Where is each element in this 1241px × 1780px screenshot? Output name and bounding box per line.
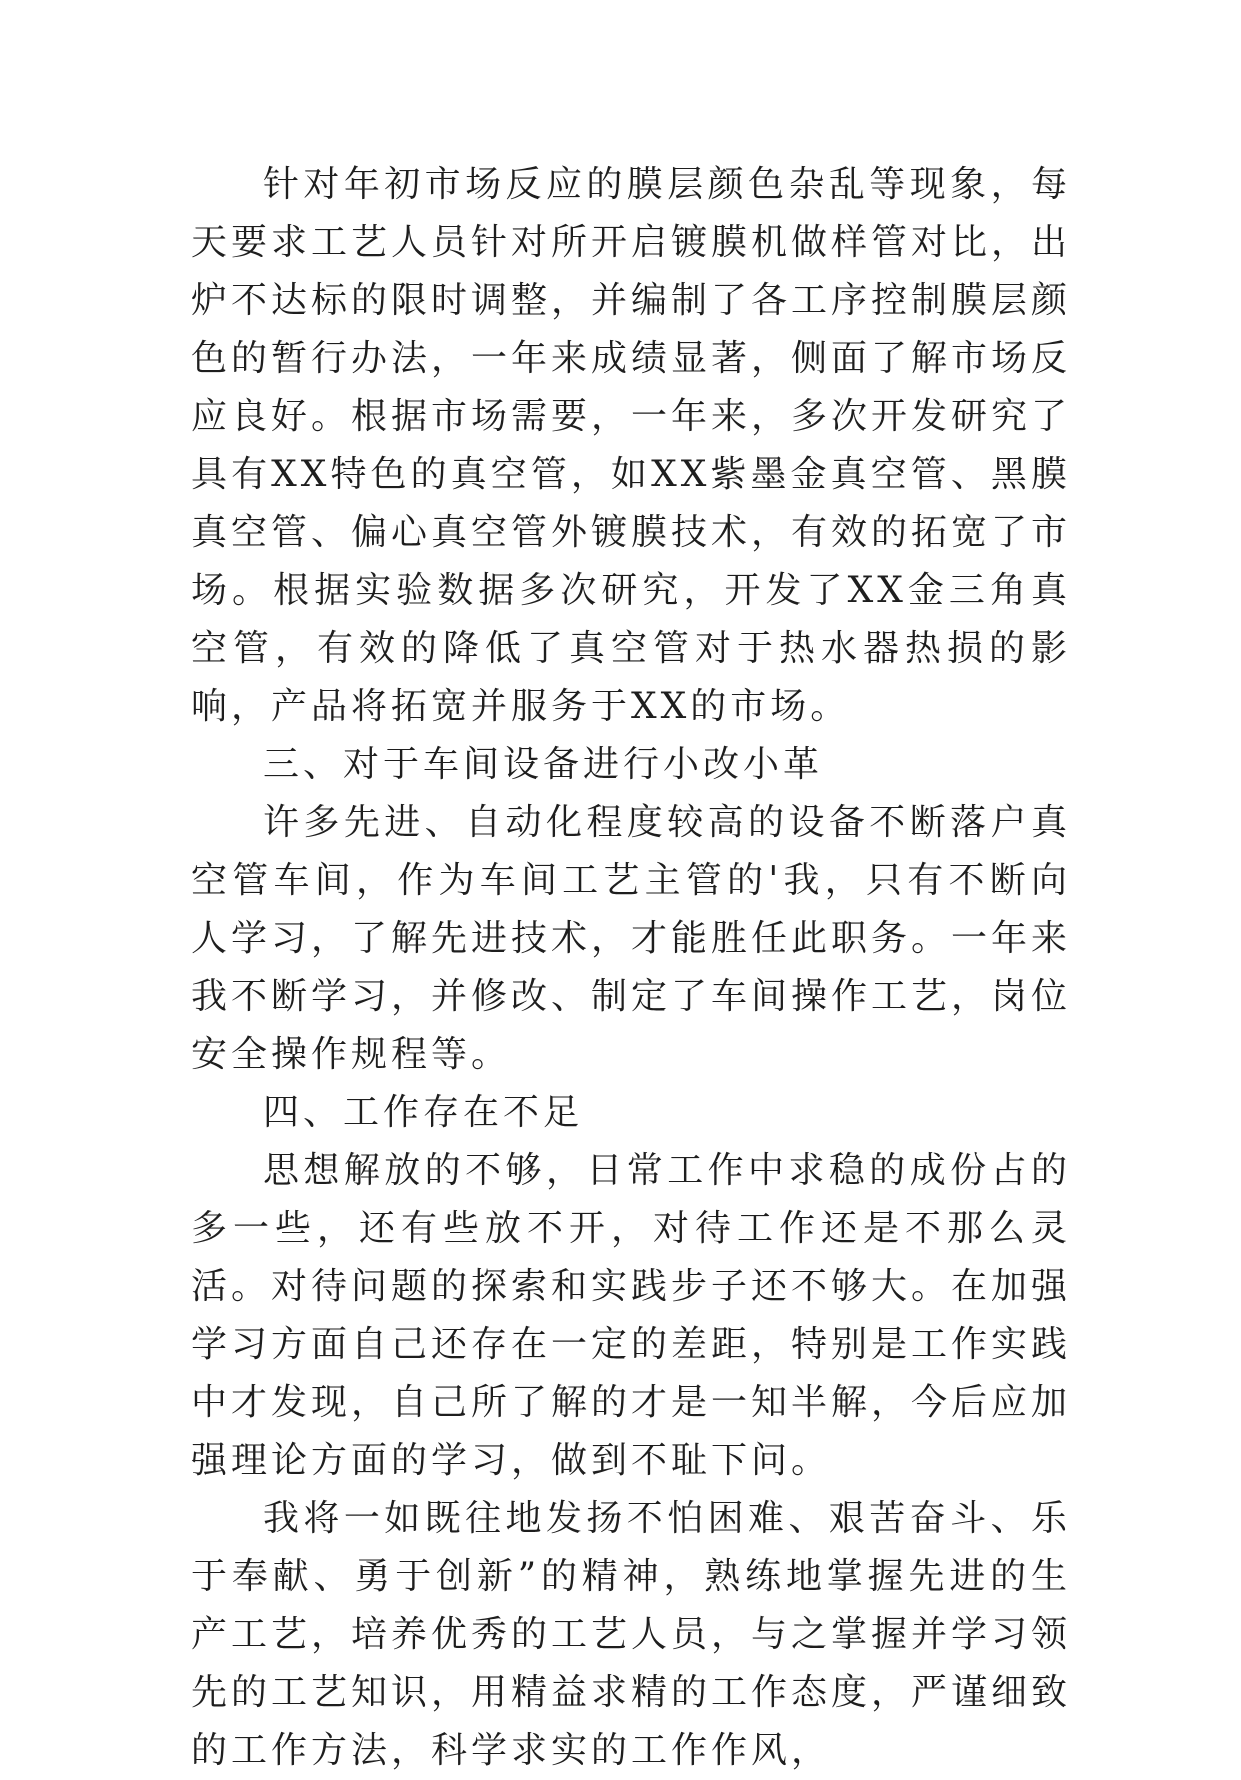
paragraph-equipment: 许多先进、自动化程度较高的设备不断落户真空管车间，作为车间工艺主管的'我，只有不断向人学习，了解先进技术，才能胜任此职务。一年来我不断学习，并修改、制定了车间操作工艺，岗位安全操作规程等。 xyxy=(191,802,1072,1075)
document-body xyxy=(191,156,1071,1780)
section-heading-equipment: 三、对于车间设备进行小改小革 xyxy=(263,744,824,785)
paragraph-shortcomings: 思想解放的不够，日常工作中求稳的成份占的多一些，还有些放不开，对待工作还是不那么灵活。对待问题的探索和实践步子还不够大。在加强学习方面自己还存在一定的差距，特别是工作实践中才发现，自己所了解的才是一知半解，今后应加强理论方面的学习，做到不耻下问。 xyxy=(191,1150,1072,1481)
paragraph-film-color: 针对年初市场反应的膜层颜色杂乱等现象，每天要求工艺人员针对所开启镀膜机做样管对比，出炉不达标的限时调整，并编制了各工序控制膜层颜色的暂行办法，一年来成绩显著，侧面了解市场反应良好。根据市场需要，一年来，多次开发研究了具有XX特色的真空管，如XX紫墨金真空管、黑膜真空管、偏心真空管外镀膜技术，有效的拓宽了市场。根据实验数据多次研究，开发了XX金三角真空管，有效的降低了真空管对于热水器热损的影响，产品将拓宽并服务于XX的市场。 xyxy=(191,164,1072,727)
section-heading-shortcomings: 四、工作存在不足 xyxy=(263,1092,584,1133)
paragraph-commitment: 我将一如既往地发扬不怕困难、艰苦奋斗、乐于奉献、勇于创新”的精神，熟练地掌握先进的生产工艺，培养优秀的工艺人员，与之掌握并学习领先的工艺知识，用精益求精的工作态度，严谨细致的工作方法，科学求实的工作作风， xyxy=(191,1498,1072,1771)
